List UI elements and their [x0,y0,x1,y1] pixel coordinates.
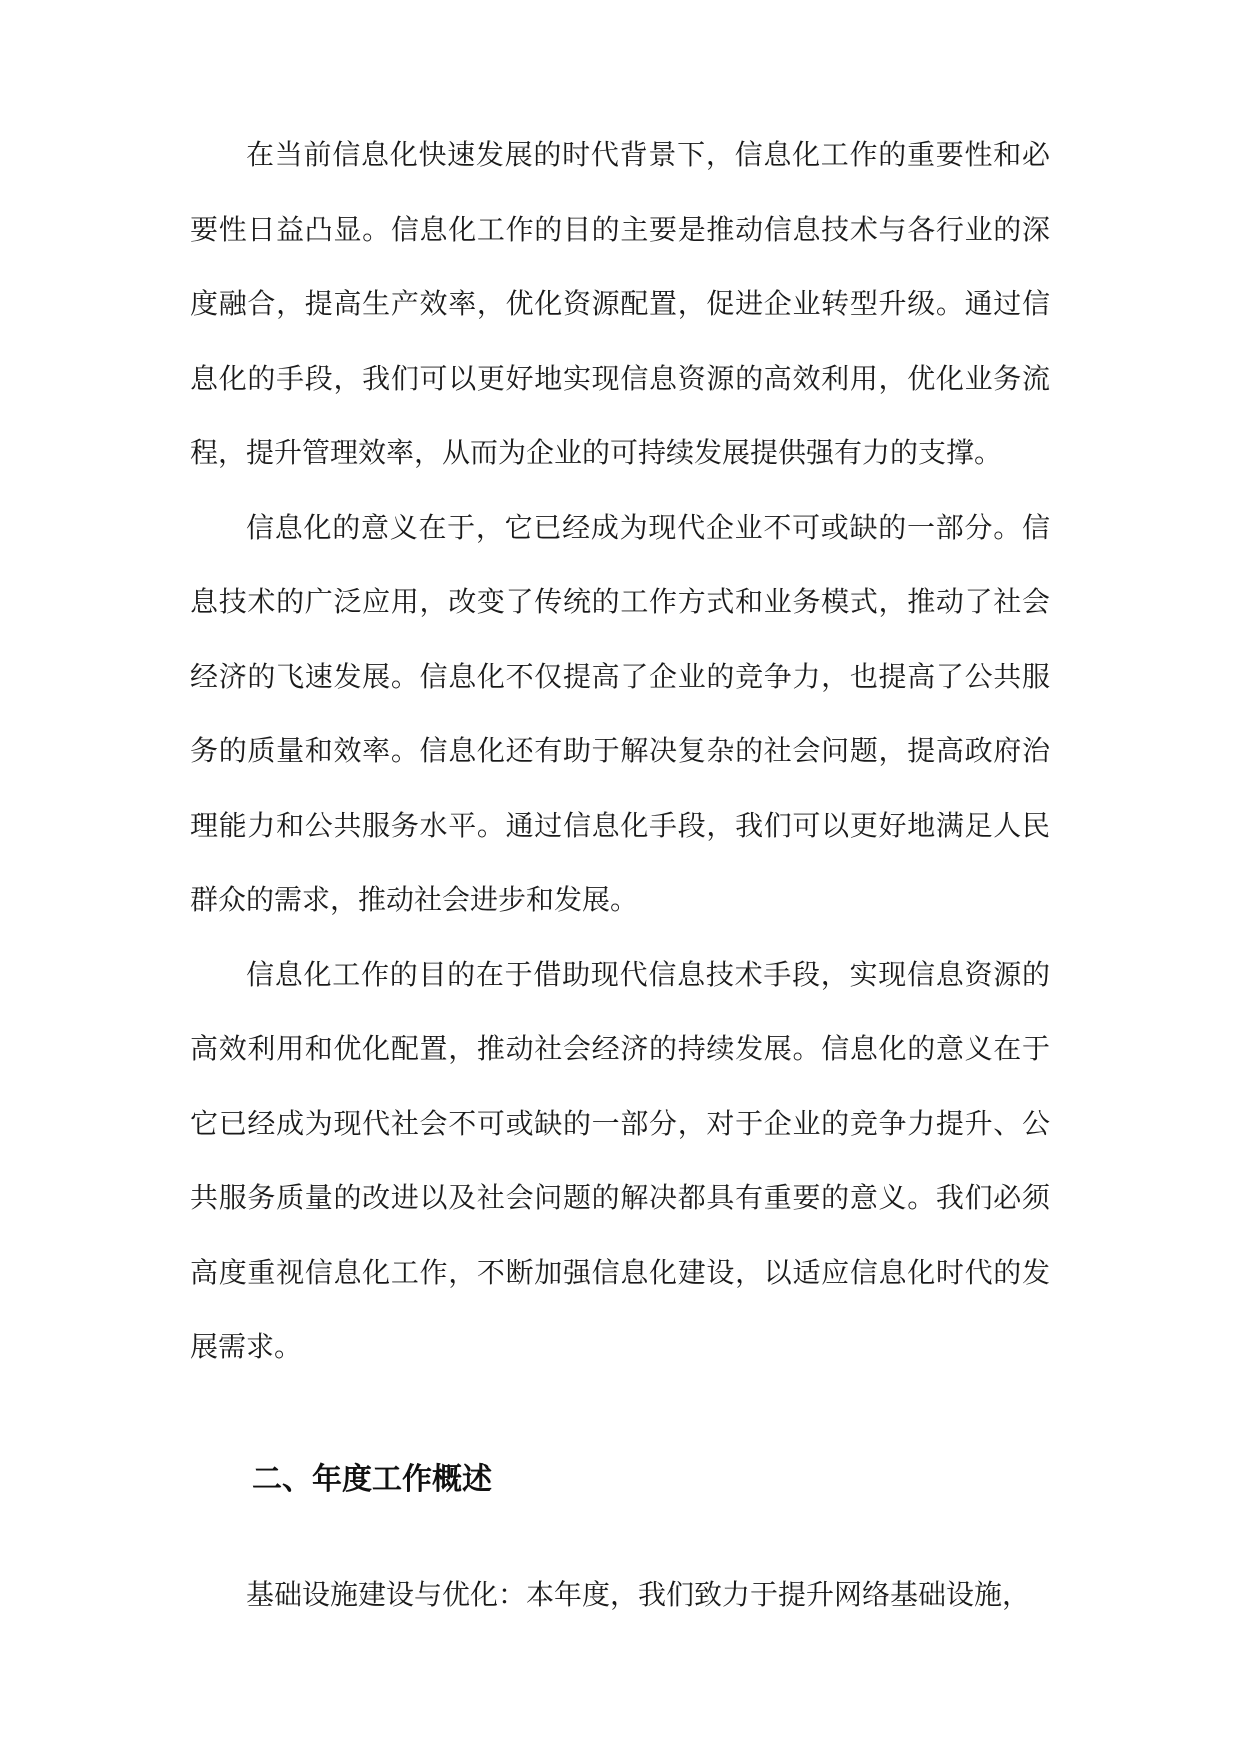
section-body [190,1558,1050,1633]
paragraph-2: 信息化的意义在于，它已经成为现代企业不可或缺的一部分。信息技术的广泛应用，改变了传统的工作方式和业务模式，推动了社会经济的飞速发展。信息化不仅提高了企业的竞争力，也提高了公共服务的质量和效率。信息化还有助于解决复杂的社会问题，提高政府治理能力和公共服务水平。通过信息化手段，我们可以更好地满足人民群众的需求，推动社会进步和发展。 [190,510,1050,916]
section-paragraph-1: 基础设施建设与优化：本年度，我们致力于提升网络基础设施， [246,1578,1031,1611]
document-body [190,118,1050,1385]
section-heading: 二、年度工作概述 [252,1462,492,1497]
paragraph-1: 在当前信息化快速发展的时代背景下，信息化工作的重要性和必要性日益凸显。信息化工作的目的主要是推动信息技术与各行业的深度融合，提高生产效率，优化资源配置，促进企业转型升级。通过信息化的手段，我们可以更好地实现信息资源的高效利用，优化业务流程，提升管理效率，从而为企业的可持续发展提供强有力的支撑。 [190,138,1050,469]
paragraph-3: 信息化工作的目的在于借助现代信息技术手段，实现信息资源的高效利用和优化配置，推动社会经济的持续发展。信息化的意义在于它已经成为现代社会不可或缺的一部分，对于企业的竞争力提升、公共服务质量的改进以及社会问题的解决都具有重要的意义。我们必须高度重视信息化工作，不断加强信息化建设，以适应信息化时代的发展需求。 [190,957,1050,1363]
